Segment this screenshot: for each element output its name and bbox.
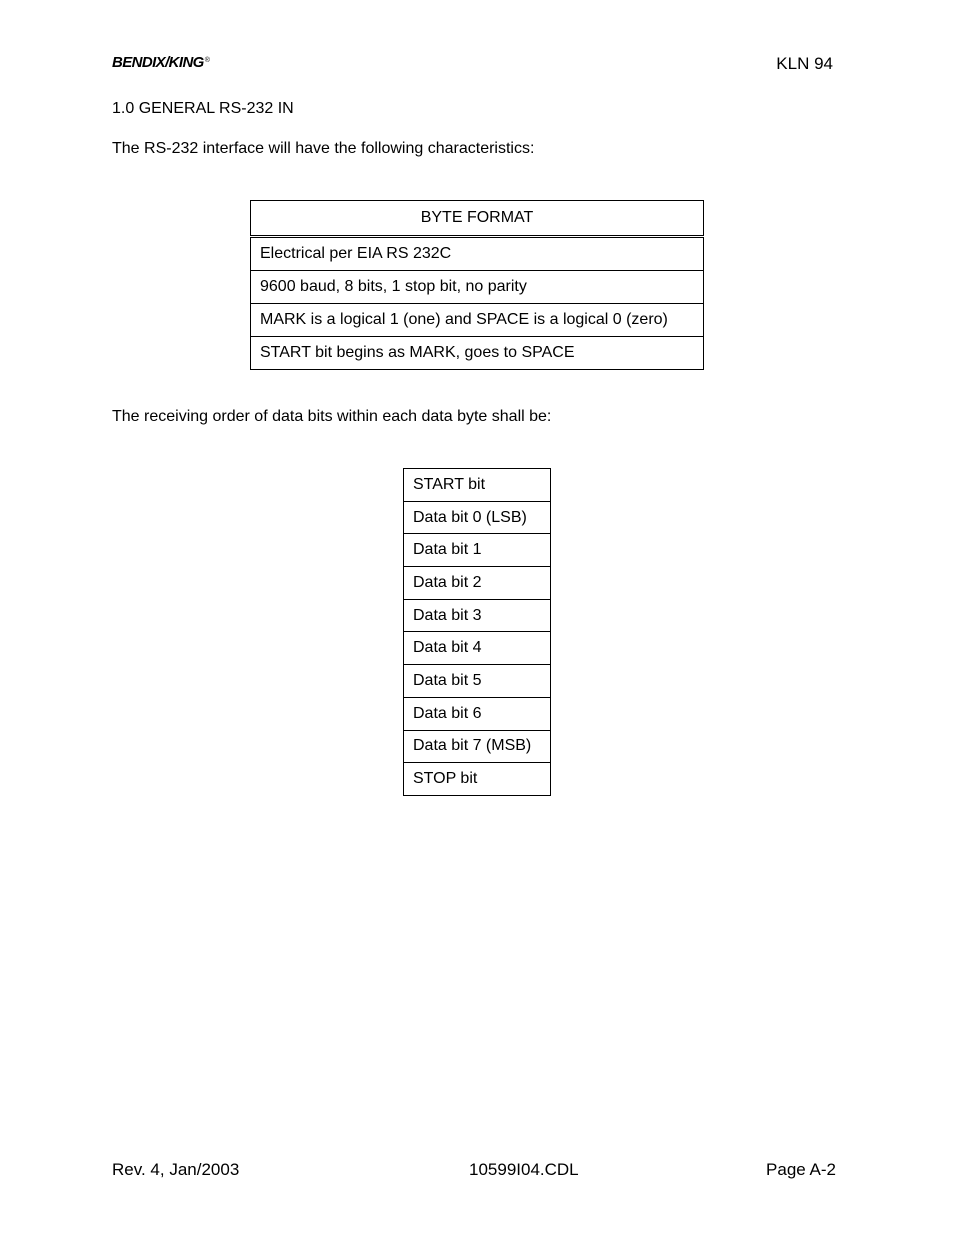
table-row xyxy=(404,730,551,763)
table-row xyxy=(404,567,551,600)
table-cell: START bit begins as MARK, goes to SPACE xyxy=(251,337,704,370)
table-cell: Data bit 5 xyxy=(404,665,551,698)
table-row xyxy=(404,534,551,567)
table-row xyxy=(404,763,551,796)
table-cell: MARK is a logical 1 (one) and SPACE is a logical 0 (zero) xyxy=(251,304,704,337)
table-cell: Data bit 1 xyxy=(404,534,551,567)
bit-order-table xyxy=(403,468,551,796)
byte-format-table xyxy=(250,200,704,370)
table-cell: Electrical per EIA RS 232C xyxy=(251,237,704,271)
table-row xyxy=(251,271,704,304)
table-row xyxy=(251,304,704,337)
table-row xyxy=(404,697,551,730)
table-row xyxy=(404,501,551,534)
byte-format-header: BYTE FORMAT xyxy=(251,201,704,237)
registered-mark: ® xyxy=(204,57,210,64)
table-cell: Data bit 7 (MSB) xyxy=(404,730,551,763)
table-row xyxy=(251,337,704,370)
table-row xyxy=(404,632,551,665)
table-cell: Data bit 4 xyxy=(404,632,551,665)
table-cell: Data bit 0 (LSB) xyxy=(404,501,551,534)
brand-name: BENDIX/KING xyxy=(112,54,204,71)
intro-paragraph: The RS-232 interface will have the following characteristics: xyxy=(112,140,535,157)
table-cell: START bit xyxy=(404,469,551,502)
table-row xyxy=(404,469,551,502)
bit-order-paragraph: The receiving order of data bits within each data byte shall be: xyxy=(112,408,552,425)
table-row xyxy=(251,237,704,271)
brand-logo xyxy=(112,54,209,72)
table-cell: Data bit 3 xyxy=(404,599,551,632)
footer-revision: Rev. 4, Jan/2003 xyxy=(112,1160,240,1179)
section-heading: 1.0 GENERAL RS-232 IN xyxy=(112,100,294,117)
table-cell: Data bit 2 xyxy=(404,567,551,600)
footer-page-number: Page A-2 xyxy=(766,1160,836,1179)
footer-filename: 10599I04.CDL xyxy=(469,1160,579,1179)
table-cell: Data bit 6 xyxy=(404,697,551,730)
table-header-row xyxy=(251,201,704,237)
table-cell: 9600 baud, 8 bits, 1 stop bit, no parity xyxy=(251,271,704,304)
document-code: KLN 94 xyxy=(776,54,833,73)
table-row xyxy=(404,665,551,698)
table-row xyxy=(404,599,551,632)
table-cell: STOP bit xyxy=(404,763,551,796)
